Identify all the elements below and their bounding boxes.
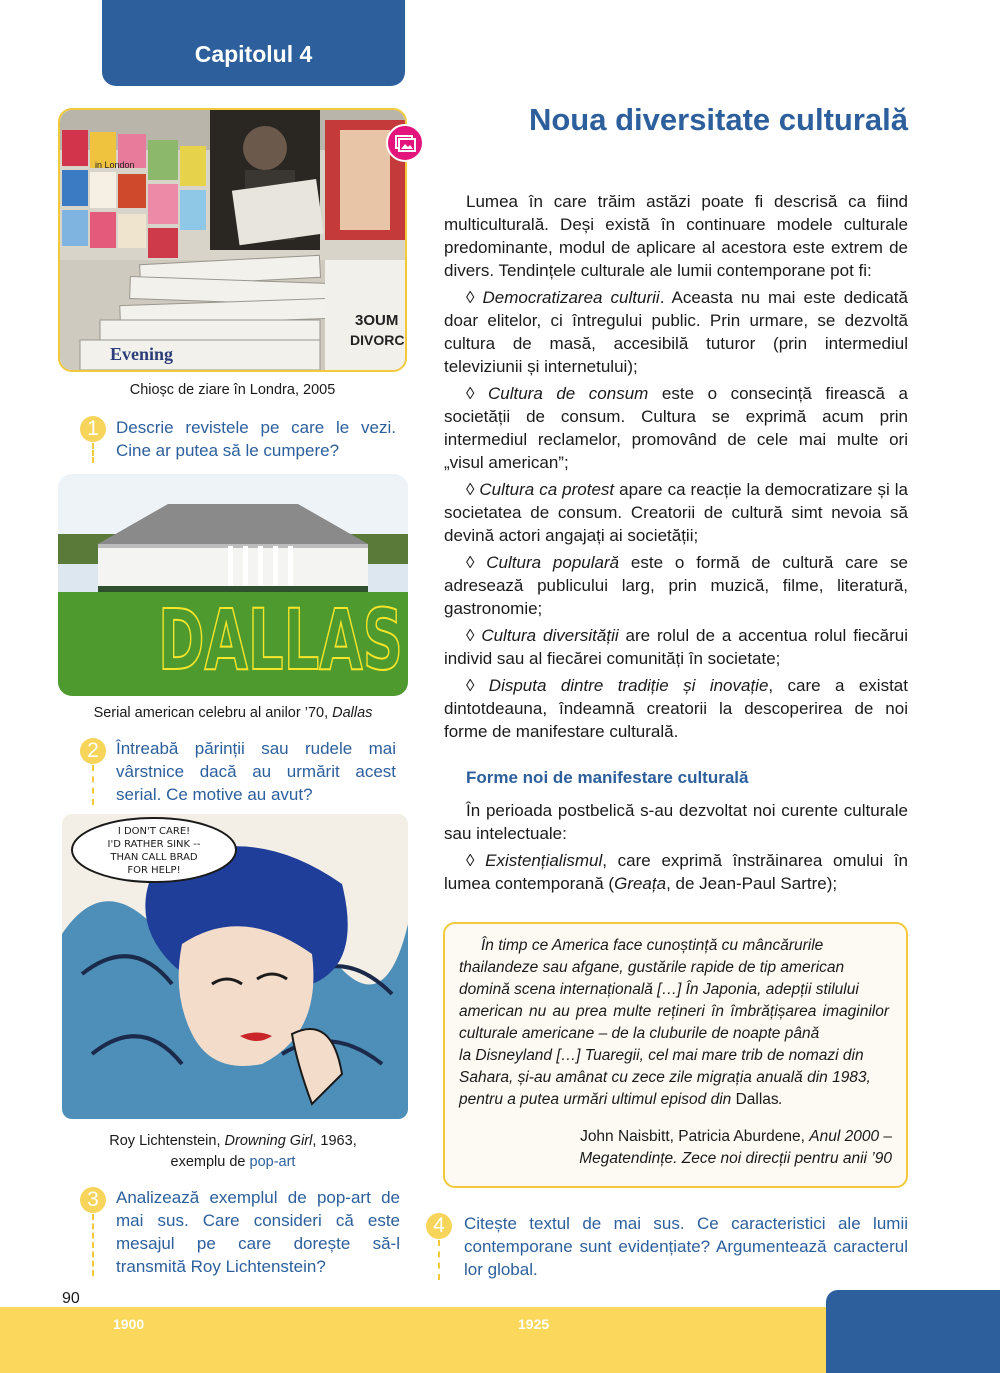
- task-2-text: Întreabă părinții sau rudele mai vârstnice dacă au urmărit acest serial. Ce motive au avut?: [116, 739, 396, 804]
- task-1-number: 1: [80, 416, 106, 442]
- task-4-text: Citește textul de mai sus. Ce caracteristici ale lumii contemporane sunt evidențiate? Argumentează caracterul lor global.: [464, 1214, 908, 1279]
- timeline-label-1900: 1900: [113, 1316, 145, 1332]
- quote-source: John Naisbitt, Patricia Aburdene, Anul 2000 – Megatendințe. Zece noi direcții pentru anii ’90: [579, 1128, 892, 1167]
- trend-item: ◊ Democratizarea culturii. Aceasta nu mai este dedicată doar elitelor, ci întregului public. Prin urmare, se dezvoltă cultura de masă, accesibilă tuturor (prin intermediul televiziunii și internetului);: [444, 288, 908, 376]
- timeline-label-1925: 1925: [518, 1316, 550, 1332]
- trend-item: ◊ Cultura ca protest apare ca reacție la democratizare și la societatea de consum. Creatorii de cultură simt nevoia să devină actori angajați ai societății;: [444, 480, 908, 545]
- body-text-2: [444, 799, 908, 899]
- dallas-caption: Serial american celebru al anilor ’70, Dallas: [93, 705, 373, 721]
- kiosk-caption: Chioșc de ziare în Londra, 2005: [129, 382, 336, 398]
- trend-item: ◊ Cultura populară este o formă de cultură care se adresează publicului larg, prin muzică, filme, literatură, gastronomie;: [444, 553, 908, 618]
- trend-item: ◊ Cultura de consum este o consecință firească a societății de consum. Cultura se exprimă acum prin intermediul reclamelor, promovând de cele mai multe ori „visul american”;: [444, 384, 908, 472]
- task-4-dash: [438, 1240, 440, 1280]
- pop-caption: Roy Lichtenstein, Drowning Girl, 1963, exemplu de pop-art: [109, 1133, 357, 1170]
- task-2-number: 2: [80, 738, 106, 764]
- trend-item: ◊ Disputa dintre tradiție și inovație, care a existat dintotdeauna, îndeamnă creatorii la descoperirea de noi forme de manifestare culturală.: [444, 676, 908, 741]
- task-3-dash: [92, 1214, 94, 1276]
- pop-bubble-line-1: I DON'T CARE!: [117, 826, 191, 837]
- existentialism-item: ◊ Existențialismul, care exprimă înstrăinarea omului în lumea contemporană (Greața, de Jean-Paul Sartre);: [444, 851, 908, 893]
- kiosk-photo: [58, 108, 407, 372]
- pop-art-link[interactable]: pop-art: [249, 1154, 296, 1170]
- svg-text:3OUM: 3OUM: [355, 312, 399, 329]
- pop-art-image: [62, 814, 408, 1119]
- postwar-paragraph: În perioada postbelică s-au dezvoltat noi curente culturale sau intelectuale:: [444, 801, 908, 843]
- kiosk-sign-evening: Evening: [110, 344, 174, 364]
- dallas-photo: [58, 474, 408, 696]
- body-text: [444, 190, 908, 747]
- gallery-icon[interactable]: [386, 124, 424, 162]
- chapter-label: Capitolul 4: [194, 40, 313, 67]
- task-1-dash: [92, 443, 94, 463]
- task-1-text: Descrie revistele pe care le vezi. Cine ar putea să le cumpere?: [116, 418, 396, 460]
- intro-paragraph: Lumea în care trăim astăzi poate fi descrisă ca fiind multiculturală. Deși există în continuare modele culturale predominante, modul de aplicare al acestora este extrem de divers. Tendințele culturale ale lumii contemporane pot fi:: [444, 192, 908, 280]
- task-3-number: 3: [80, 1187, 106, 1213]
- section-subheading: Forme noi de manifestare culturală: [466, 768, 749, 787]
- pop-bubble-line-2: I'D RATHER SINK --: [107, 839, 201, 850]
- quote-text: În timp ce America face cunoștință cu mâncărurile thailandeze sau afgane, gustările rapide de tip american domină scena internațională […] În Japonia, adepții stilului american nu au prea multe rețineri în îmbrățișarea imaginilor culturale americane – de la cluburile de noapte până la Disneyland […] Tuaregii, cel mai mare trib de nomazi din Sahara, și-au amânat cu zece zile migrația anuală din 1983, pentru a putea urmări ultimul episod din Dallas.: [459, 937, 889, 1108]
- task-4-number: 4: [426, 1213, 452, 1239]
- kiosk-sign-london: in London: [95, 160, 135, 170]
- task-3-text: Analizează exemplul de pop-art de mai sus. Care consideri că este mesajul pe care dorește să-l transmită Roy Lichtenstein?: [116, 1188, 400, 1276]
- corner-block: [826, 1290, 1000, 1373]
- trend-item: ◊ Cultura diversității are rolul de a accentua rolul fiecărui individ sau al fiecărei comunități în societate;: [444, 626, 908, 668]
- kiosk-sign-divorc: DIVORC: [350, 332, 405, 348]
- chapter-tab: [102, 0, 405, 86]
- dallas-overlay-text: DALLAS: [158, 591, 403, 689]
- pop-bubble-line-4: FOR HELP!: [127, 865, 181, 876]
- page-number: 90: [62, 1290, 80, 1307]
- task-2-dash: [92, 765, 94, 805]
- page-title: Noua diversitate culturală: [528, 102, 908, 137]
- pop-bubble-line-3: THAN CALL BRAD: [110, 852, 198, 863]
